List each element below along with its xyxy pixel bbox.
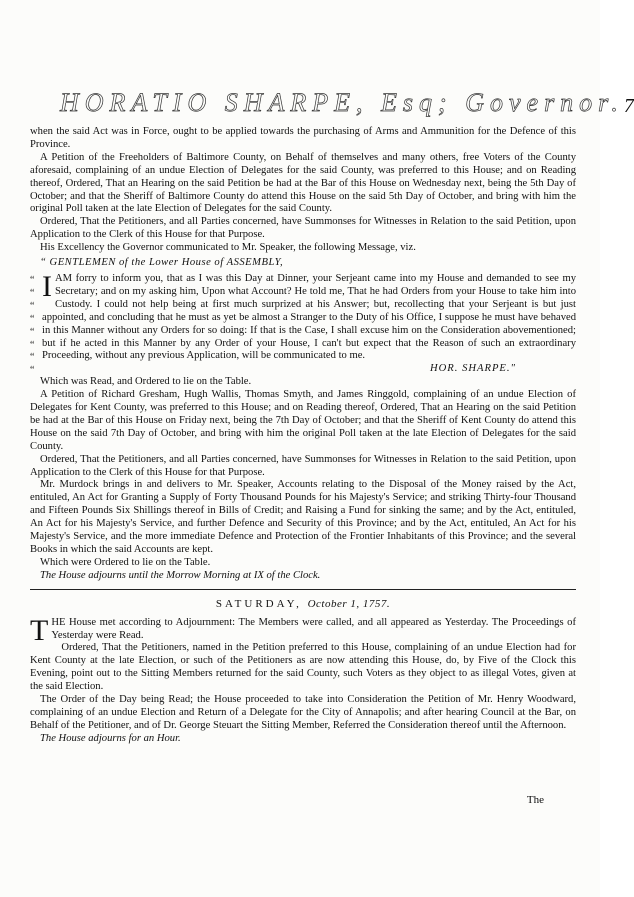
paragraph: Ordered, That the Petitioners, named in the Petition preferred to this House, complaining of an undue Election had for Kent County at the late Election, or such of the Petitioners as are now attending this House, do, by Five of the Clock this Evening, point out to the Sitting Members returned for the said County, such Voters as they object to as illegal Votes, given at the said Election. (30, 642, 576, 693)
paragraph: The Order of the Day being Read; the House proceeded to take into Consideration the Petition of Mr. Henry Woodward, complaining of an undue Election and Return of a Delegate for the City of Annapolis; and after hearing Council at the Bar, on Behalf of the Petitioner, and of Dr. George Steuart the Sitting Member, Referred the Consideration thereof until the Afternoon. (30, 694, 576, 731)
paragraph: Which were Ordered to lie on the Table. (40, 556, 211, 568)
running-title: HORATIO SHARPE, Esq; Governor. (60, 88, 624, 117)
paragraph: Which was Read, and Ordered to lie on the Table. (40, 376, 252, 388)
paragraph: A Petition of Richard Gresham, Hugh Wallis, Thomas Smyth, and James Ringgold, complaining of an undue Election of Delegates for Kent County, was preferred to this House; and on Reading thereof, Ordered, That an Hearing on the said Petition be had at the Bar of this House on Friday next, being the 7th Day of October; and that the Sheriff of Kent County do attend this House on the said 7th Day of October, and bring with him the original Poll taken at the late Election of Delegates for the said County. (30, 389, 576, 452)
page-header (20, 88, 634, 118)
adjournment-note: The House adjourns until the Morrow Morning at IX of the Clock. (40, 569, 321, 581)
date-heading-day: SATURDAY, (215, 597, 302, 610)
adjournment-note: The House adjourns for an Hour. (40, 732, 181, 744)
drop-cap: “ “ “ “ “ “ “ “ I (42, 269, 52, 303)
paragraph: Ordered, That the Petitioners, and all Parties concerned, have Summonses for Witnesses in Relation to the said Petition, upon Application to the Clerk of this House for that Purpose. (30, 453, 576, 478)
message-signature: HOR. SHARPE." (430, 363, 516, 375)
paragraph: when the said Act was in Force, ought to be applied towards the purchasing of Arms and Ammunition for the Defence of this Province. (30, 126, 576, 150)
paragraph: Ordered, That the Petitioners, and all Parties concerned, have Summonses for Witnesses in Relation to the said Petition, upon Application to the Clerk of this House for that Purpose. (30, 216, 576, 241)
paragraph: THE House met according to Adjournment: The Members were called, and all appeared as Yesterday. The Proceedings of Yesterday were Read. (30, 613, 576, 647)
paragraph: His Excellency the Governor communicated to Mr. Speaker, the following Message, viz. (40, 242, 416, 254)
paragraph: A Petition of the Freeholders of Baltimore County, on Behalf of themselves and many others, free Voters of the County aforesaid, complaining of an undue Election of Delegates for the said County, was preferred to this House; and on Reading thereof, Ordered, That an Hearing on the said Petition be had at the Bar of this House on Wednesday next, being the 5th Day of October; and that the Sheriff of Baltimore County do attend this House on the said 5th Day of October, and bring with him the original Poll taken at the late Election of Delegates for the said County. (30, 151, 576, 215)
governor-message (30, 257, 576, 376)
date-heading-date: October 1, 1757. (307, 597, 391, 610)
paragraph: Mr. Murdock brings in and delivers to Mr. Speaker, Accounts relating to the Disposal of the Money raised by the Act, entituled, An Act for Granting a Supply of Forty Thousand Pounds for his Majesty's Service; and striking Thirty-four Thousand and Fifteen Pounds Six Shillings thereof in Bills of Credit; and Raising a Fund for sinking the same; and by the Act, entituled, An Act for his Majesty's Service, and further Defence and Security of this Province; and by the Act, entituled, An Act for his Majesty's Service, and the more immediate Defence and Protection of the Frontier Inhabitants of this Province; and the several Books in which the said Accounts are kept. (30, 479, 576, 555)
drop-cap: T (30, 613, 49, 647)
message-text: AM forry to inform you, that as I was this Day at Dinner, your Serjeant came into my House and demanded to see my Secretary; and on my asking him, Upon what Account? He told me, That he had Orders from your House to take him into Custody. I could not help being at first much surprized at his Answer; but, recollecting that your Serjeant is but just appointed, and concluding that he must as yet be almost a Stranger to the Duty of his Office, I suppose he must have behaved in this Manner without any Orders for so doing: If that is the Case, I shall excuse him on the Consideration abovementioned; but if he acted in this Manner by any Order of your House, I can't but expect that the Reason of such an extraordinary Proceeding, without any previous Application, will be communicated to me. (42, 272, 576, 362)
body-text (30, 126, 576, 746)
message-salutation: “ GENTLEMEN of the Lower House of ASSEMBLY, (40, 257, 284, 269)
message-body (30, 269, 576, 363)
section-divider (30, 589, 576, 590)
date-heading (30, 598, 576, 611)
page-number: 7 (623, 95, 634, 117)
catchword: The (526, 794, 544, 806)
